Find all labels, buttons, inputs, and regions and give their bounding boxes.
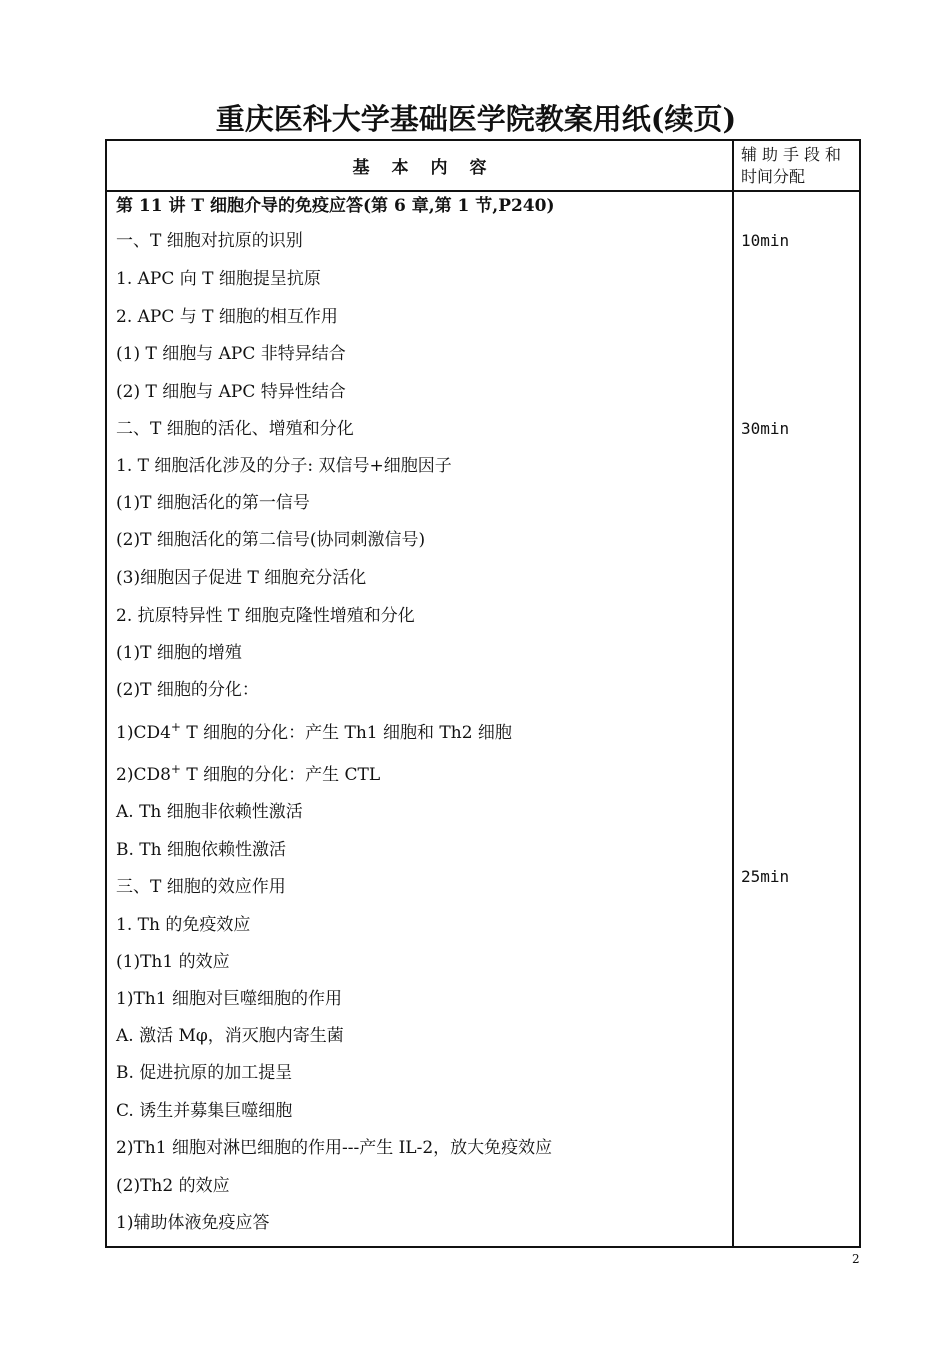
content-line: A. Th 细胞非依赖性激活 xyxy=(116,802,303,822)
time-allocation: 30min xyxy=(741,419,790,438)
content-line: B. Th 细胞依赖性激活 xyxy=(116,840,286,860)
content-line: (2)T 细胞的分化： xyxy=(116,680,259,700)
line-prefix: 1)CD4 xyxy=(116,723,171,743)
line-prefix: 2)CD8 xyxy=(116,765,171,785)
content-line: 1. Th 的免疫效应 xyxy=(116,915,251,935)
content-line: (1)T 细胞活化的第一信号 xyxy=(116,493,310,513)
header-aids-and-time xyxy=(741,144,857,188)
time-allocation: 10min xyxy=(741,231,790,250)
header-side-line2: 时间分配 xyxy=(741,167,806,186)
content-line: (3)细胞因子促进 T 细胞充分活化 xyxy=(116,568,367,588)
lecture-heading: 第 11 讲 T 细胞介导的免疫应答(第 6 章,第 1 节,P240) xyxy=(116,196,555,216)
content-line: 2. APC 与 T 细胞的相互作用 xyxy=(116,307,338,327)
content-line: 2)Th1 细胞对淋巴细胞的作用---产生 IL-2，放大免疫效应 xyxy=(116,1138,553,1158)
content-line: 二、T 细胞的活化、增殖和分化 xyxy=(116,419,354,439)
line-suffix: T 细胞的分化：产生 Th1 细胞和 Th2 细胞 xyxy=(180,723,512,743)
content-line: 1)Th1 细胞对巨噬细胞的作用 xyxy=(116,989,342,1009)
content-line: 三、T 细胞的效应作用 xyxy=(116,877,286,897)
column-divider xyxy=(732,139,734,1248)
page-number: 2 xyxy=(852,1252,860,1266)
content-line: (2)Th2 的效应 xyxy=(116,1176,230,1196)
content-line: 1)辅助体液免疫应答 xyxy=(116,1213,270,1233)
header-divider xyxy=(105,190,861,192)
line-suffix: T 细胞的分化：产生 CTL xyxy=(180,765,381,785)
content-line: 1. APC 向 T 细胞提呈抗原 xyxy=(116,269,321,289)
content-line xyxy=(116,722,512,744)
content-line: 一、T 细胞对抗原的识别 xyxy=(116,231,303,251)
superscript-plus: + xyxy=(170,720,181,734)
content-line xyxy=(116,764,380,786)
header-basic-content: 基本内容 xyxy=(352,158,509,178)
content-line: (2) T 细胞与 APC 特异性结合 xyxy=(116,382,346,402)
content-line: B. 促进抗原的加工提呈 xyxy=(116,1063,293,1083)
content-line: (1)Th1 的效应 xyxy=(116,952,230,972)
content-line: (2)T 细胞活化的第二信号(协同刺激信号) xyxy=(116,530,426,550)
content-line: (1)T 细胞的增殖 xyxy=(116,643,242,663)
content-line: C. 诱生并募集巨噬细胞 xyxy=(116,1101,293,1121)
content-line: (1) T 细胞与 APC 非特异结合 xyxy=(116,344,346,364)
page-title: 重庆医科大学基础医学院教案用纸(续页) xyxy=(215,102,737,136)
content-line: 2. 抗原特异性 T 细胞克隆性增殖和分化 xyxy=(116,606,415,626)
content-line: 1. T 细胞活化涉及的分子: 双信号+细胞因子 xyxy=(116,456,452,476)
content-line: A. 激活 Mφ，消灭胞内寄生菌 xyxy=(116,1026,344,1046)
time-allocation: 25min xyxy=(741,867,790,886)
header-side-line1: 辅助手段和 xyxy=(741,145,847,164)
superscript-plus: + xyxy=(170,762,181,776)
